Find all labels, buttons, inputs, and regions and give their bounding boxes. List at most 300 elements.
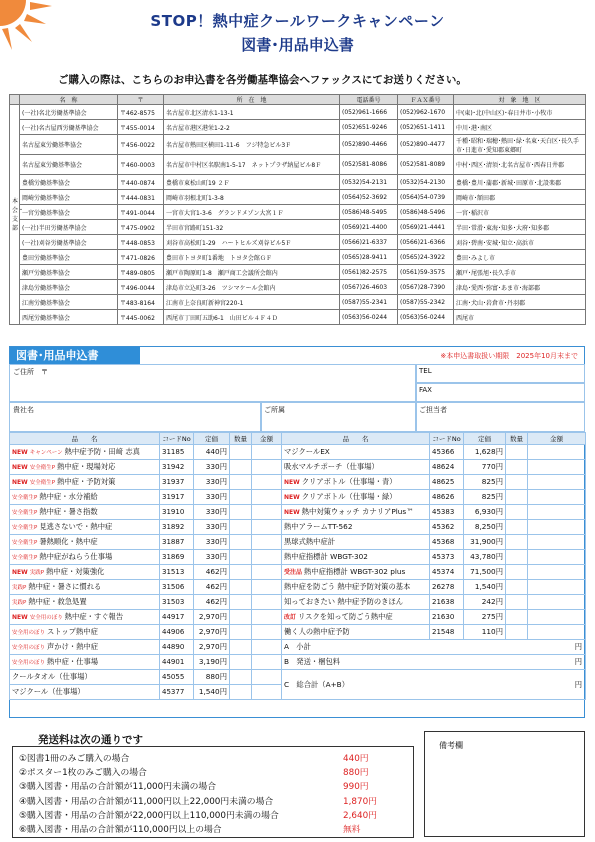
quantity-field[interactable] [230,595,252,610]
assoc-tel: (0586)48-5495 [340,205,398,220]
quantity-field[interactable] [506,610,528,625]
amount-field[interactable] [252,625,282,640]
assoc-address: 刈谷市高松町1-29 ハートヒルズ刈谷ビル5Ｆ [164,235,340,250]
shipping-fee: 1,870円 [343,796,377,807]
category-tag: 安全衛生P [29,465,56,471]
amount-field[interactable] [252,445,282,460]
association-row [10,205,586,220]
item-code: 31869 [160,550,194,565]
tel-field[interactable] [416,364,585,383]
assoc-fax: (052)651-1411 [398,120,454,135]
item-name [282,595,430,610]
col-code-left: コードNo [160,433,194,445]
item-name [282,535,430,550]
amount-field[interactable] [528,475,586,490]
quantity-field[interactable] [230,460,252,475]
amount-field[interactable] [252,520,282,535]
item-price: 2,970円 [194,625,230,640]
assoc-name: 西尾労働基準協会 [20,310,118,325]
amount-field[interactable] [252,505,282,520]
shipping-fee: 440円 [343,754,369,764]
item-row [10,580,586,595]
item-name [10,490,160,505]
quantity-field[interactable] [230,610,252,625]
assoc-tel: (0587)55-2341 [340,295,398,310]
item-code: 48626 [430,490,464,505]
category-tag: 実践P [29,570,45,576]
assoc-tel: (0565)28-9411 [340,250,398,265]
quantity-field[interactable] [230,535,252,550]
assoc-zip: 〒444-0831 [118,190,164,205]
quantity-field[interactable] [230,505,252,520]
amount-field[interactable] [252,565,282,580]
item-name-text: 声かけ・熱中症 [47,642,99,651]
shipping-fee: 880円 [343,768,369,779]
summary-unit: 円 [574,642,582,651]
assoc-address: 名古屋市港区港栄1-2-2 [164,120,340,135]
quantity-field[interactable] [230,640,252,655]
assoc-fax: (0532)54-2130 [398,175,454,190]
department-label: ご所属 [264,406,285,414]
item-row [10,565,586,580]
col-code-right: コードNo [430,433,464,445]
campaign-title: STOP！熱中症クールワークキャンペーン [150,12,445,30]
quantity-field[interactable] [506,580,528,595]
assoc-zip: 〒475-0902 [118,220,164,235]
item-name [282,550,430,565]
col-qty-right: 数量 [506,433,528,445]
item-name-text: 熱中症・対策強化 [46,567,105,576]
header-address: 所 在 地 [164,95,340,105]
assoc-area: 瀬戸･尾張旭･長久手市 [454,265,586,280]
item-name-text: ストップ熱中症 [47,627,98,636]
quantity-field[interactable] [506,445,528,460]
assoc-area: 豊田･みよし市 [454,250,586,265]
item-price: 330円 [194,475,230,490]
assoc-address: 名古屋市中村区名駅南1-5-17 ネットプラザ納屋ビル8Ｆ [164,155,340,175]
assoc-name: (一社)半田労働基準協会 [20,220,118,235]
summary-label: C 総合計（A+B） [284,679,349,689]
amount-field[interactable] [528,625,586,640]
amount-field[interactable] [528,565,586,580]
company-field[interactable] [9,402,261,432]
col-amount-left: 金額 [252,433,282,445]
quantity-field[interactable] [506,535,528,550]
item-row [10,445,586,460]
amount-field[interactable] [528,505,586,520]
assoc-fax: (0563)56-0244 [398,310,454,325]
col-name-right: 品 名 [282,433,430,445]
item-price: 6,930円 [464,505,506,520]
item-code: 48624 [430,460,464,475]
quantity-field[interactable] [506,565,528,580]
association-row [10,265,586,280]
quantity-field[interactable] [230,475,252,490]
amount-field[interactable] [252,550,282,565]
amount-field[interactable] [528,535,586,550]
amount-field[interactable] [528,595,586,610]
item-code: 31887 [160,535,194,550]
band-header [10,95,20,105]
new-badge: NEW [12,464,28,471]
assoc-fax: (0569)21-4441 [398,220,454,235]
association-row [10,175,586,190]
item-row [10,625,586,640]
summary-row [282,670,586,700]
assoc-zip: 〒448-0853 [118,235,164,250]
item-name [10,535,160,550]
new-badge: NEW [284,509,300,516]
item-code: 45373 [430,550,464,565]
item-row [10,655,586,670]
assoc-fax: (052)962-1670 [398,105,454,120]
item-price: 110円 [464,625,506,640]
item-code: 44901 [160,655,194,670]
association-row [10,120,586,135]
item-code: 31503 [160,595,194,610]
col-qty-left: 数量 [230,433,252,445]
assoc-fax: (0586)48-5496 [398,205,454,220]
assoc-zip: 〒456-0022 [118,135,164,155]
quantity-field[interactable] [506,520,528,535]
assoc-fax: (052)581-8089 [398,155,454,175]
association-row [10,135,586,155]
assoc-name: 一宮労働基準協会 [20,205,118,220]
shipping-title: 発送料は次の通りです [38,734,143,746]
item-name-text: 熱中症・救急処置 [28,597,87,606]
item-name [10,520,160,535]
assoc-fax: (0566)21-6366 [398,235,454,250]
item-code: 31910 [160,505,194,520]
item-code: 21548 [430,625,464,640]
assoc-area: 千種･昭和･瑞穂･熱田･緑･名東･天白区･長久手市･日進市･愛知郡東郷町 [454,135,586,155]
assoc-address: 江南市上奈良町新神宮220-1 [164,295,340,310]
amount-field[interactable] [252,640,282,655]
item-code: 44906 [160,625,194,640]
item-name [10,505,160,520]
item-name-text: 見逃さないで・熱中症 [39,522,113,531]
summary-row [282,655,586,670]
assoc-address: 豊田市トヨタ町1番地 トヨタ会館ＧＦ [164,250,340,265]
assoc-area: 一宮･稲沢市 [454,205,586,220]
summary-unit: 円 [574,679,582,689]
item-name-text: 吸水マルチポーチ（仕事場） [284,462,379,471]
item-code: 21638 [430,595,464,610]
item-code: 31185 [160,445,194,460]
assoc-name: 瀬戸労働基準協会 [20,265,118,280]
item-price: 1,540円 [194,685,230,700]
item-name [10,610,160,625]
item-row [10,490,586,505]
item-name [10,655,160,670]
amount-field[interactable] [528,550,586,565]
category-tag: 安全衛生P [12,555,38,561]
item-code: 31937 [160,475,194,490]
fax-field[interactable] [416,383,585,402]
assoc-address: 岡崎市羽根北町1-3-8 [164,190,340,205]
assoc-tel: (0566)21-6337 [340,235,398,250]
quantity-field[interactable] [506,490,528,505]
amount-field[interactable] [252,490,282,505]
item-row [10,475,586,490]
assoc-address: 瀬戸市陶原町1-8 瀬戸商工会議所会館内 [164,265,340,280]
quantity-field[interactable] [230,445,252,460]
amount-field[interactable] [252,610,282,625]
category-tag: 安全衛生P [12,510,38,516]
new-badge: 改訂 [284,614,297,621]
form-title: 図書･用品申込書 [241,36,354,54]
quantity-field[interactable] [506,505,528,520]
quantity-field[interactable] [506,595,528,610]
assoc-zip: 〒460-0003 [118,155,164,175]
assoc-name: 岡崎労働基準協会 [20,190,118,205]
new-badge: 受注品 [284,569,303,576]
association-row [10,190,586,205]
association-row [10,220,586,235]
item-name [282,520,430,535]
amount-field[interactable] [528,520,586,535]
person-label: ご担当者 [419,406,447,414]
item-price: 275円 [464,610,506,625]
assoc-name: 名古屋東労働基準協会 [20,155,118,175]
assoc-name: (一社)名古屋西労働基準協会 [20,120,118,135]
new-badge: NEW [284,479,300,486]
header-fax: ＦＡＸ番号 [398,95,454,105]
quantity-field[interactable] [506,460,528,475]
shipping-rule: ⑥購入図書・用品の合計額が110,000円以上の場合 [19,825,222,835]
amount-field[interactable] [252,535,282,550]
assoc-tel: (0567)26-4603 [340,280,398,295]
quantity-field[interactable] [506,625,528,640]
item-price: 1,540円 [464,580,506,595]
item-name-text: クールタオル（仕事場） [12,672,92,681]
item-name [282,445,430,460]
item-name-text: 熱中症指標計 WBGT-302 [284,552,368,561]
item-price: 2,970円 [194,610,230,625]
item-price: 3,190円 [194,655,230,670]
address-field[interactable] [9,364,416,402]
item-price: 8,250円 [464,520,506,535]
assoc-zip: 〒489-0805 [118,265,164,280]
item-code: 31892 [160,520,194,535]
association-row [10,105,586,120]
item-price: 330円 [194,520,230,535]
item-name [10,580,160,595]
summary-row [282,640,586,655]
shipping-box [12,746,414,838]
assoc-name: 名古屋東労働基準協会 [20,135,118,155]
assoc-name: 豊橋労働基準協会 [20,175,118,190]
item-name-text: 熱中症がねらう仕事場 [39,552,113,561]
fax-notice: ご購入の際は、こちらのお申込書を各労働基準協会へファックスにてお送りください。 [58,74,467,86]
assoc-name: 津島労働基準協会 [20,280,118,295]
item-price: 31,900円 [464,535,506,550]
summary-label: B 発送・梱包料 [284,657,341,666]
item-name [282,580,430,595]
assoc-tel: (0532)54-2131 [340,175,398,190]
category-tag: 実践P [12,585,27,591]
item-name-text: 熱中症指標計 WBGT-302 plus [304,567,406,576]
item-name-text: マジクールEX [284,447,330,456]
assoc-tel: (052)581-8086 [340,155,398,175]
amount-field[interactable] [252,475,282,490]
amount-field[interactable] [252,460,282,475]
assoc-area: 中(東)･北(中山区)･春日井市･小牧市 [454,105,586,120]
item-name-text: 熱中症・現場対応 [57,462,116,471]
new-badge: NEW [12,614,28,621]
item-name-text: リスクを知って防ごう熱中症 [298,612,393,621]
item-name-text: 熱中症・暑さ指数 [39,507,98,516]
amount-field[interactable] [528,445,586,460]
assoc-fax: (0561)59-3575 [398,265,454,280]
item-code: 45383 [430,505,464,520]
assoc-area: 中村･西区･清須･北名古屋市･西春日井郡 [454,155,586,175]
items-header-row [10,433,586,445]
association-row [10,310,586,325]
quantity-field[interactable] [230,580,252,595]
category-tag: 安全用のぼり [29,615,63,621]
amount-field[interactable] [252,580,282,595]
col-amount-right: 金額 [528,433,586,445]
assoc-address: 津島市立込町3-26 ツシマケール会館内 [164,280,340,295]
item-name [282,610,430,625]
assoc-name: 豊田労働基準協会 [20,250,118,265]
item-name [282,475,430,490]
item-code: 45377 [160,685,194,700]
item-code: 31917 [160,490,194,505]
assoc-tel: (0564)52-3692 [340,190,398,205]
assoc-area: 中川･港･南区 [454,120,586,135]
category-tag: 安全衛生P [29,480,56,486]
quantity-field[interactable] [230,550,252,565]
shipping-rule: ⑤購入図書・用品の合計額が22,000円以上110,000円未満の場合 [19,810,279,821]
amount-field[interactable] [252,685,282,700]
item-name [282,505,430,520]
item-price: 71,500円 [464,565,506,580]
category-tag: 安全用のぼり [12,645,46,651]
item-code: 45368 [430,535,464,550]
quantity-field[interactable] [506,550,528,565]
item-name [282,625,430,640]
assoc-zip: 〒491-0044 [118,205,164,220]
items-table [9,432,586,700]
item-name [10,550,160,565]
shipping-rule: ④購入図書・用品の合計額が11,000円以上22,000円未満の場合 [19,796,274,807]
item-price: 330円 [194,550,230,565]
association-row [10,295,586,310]
item-price: 462円 [194,580,230,595]
header-zip: 〒 [118,95,164,105]
item-name-text: クリアボトル（仕事場・緑） [301,492,397,501]
item-code: 31506 [160,580,194,595]
item-name [10,670,160,685]
item-name [10,445,160,460]
item-price: 440円 [194,445,230,460]
association-row [10,250,586,265]
quantity-field[interactable] [230,625,252,640]
assoc-zip: 〒483-8164 [118,295,164,310]
assoc-address: 豊橋市東松山町19 ２Ｆ [164,175,340,190]
new-badge: NEW [284,494,300,501]
assoc-area: 半田･常滑･東海･知多･大府･知多郡 [454,220,586,235]
assoc-zip: 〒440-0874 [118,175,164,190]
category-tag: 安全衛生P [12,495,38,501]
order-form-tag: 図書･用品申込書 [10,347,140,365]
quantity-field[interactable] [230,520,252,535]
item-code: 45362 [430,520,464,535]
amount-field[interactable] [528,490,586,505]
category-tag: キャンペーン [29,450,63,456]
quantity-field[interactable] [230,655,252,670]
quantity-field[interactable] [230,670,252,685]
item-name [282,490,430,505]
amount-field[interactable] [252,655,282,670]
col-name-left: 品 名 [10,433,160,445]
item-name-text: 熱中症予防・田﨑 志真 [64,447,140,456]
item-row [10,670,586,685]
association-row [10,280,586,295]
quantity-field[interactable] [506,475,528,490]
tel-label: TEL [419,367,432,375]
fax-label: FAX [419,386,432,394]
item-row [10,535,586,550]
category-tag: 実践P [12,600,27,606]
amount-field[interactable] [528,580,586,595]
quantity-field[interactable] [230,565,252,580]
quantity-field[interactable] [230,490,252,505]
item-row [10,550,586,565]
item-code: 21630 [430,610,464,625]
address-label: ご住所 〒 [13,368,48,376]
assoc-name: (一社)刈谷労働基準協会 [20,235,118,250]
shipping-fee: 990円 [343,782,369,793]
item-price: 462円 [194,565,230,580]
item-name-text: クリアボトル（仕事場・青） [301,477,397,486]
assoc-fax: (052)890-4477 [398,135,454,155]
assoc-zip: 〒496-0044 [118,280,164,295]
item-row [10,640,586,655]
item-price: 1,628円 [464,445,506,460]
association-row [10,235,586,250]
item-price: 880円 [194,670,230,685]
remarks-box[interactable] [424,731,585,837]
quantity-field[interactable] [230,685,252,700]
association-table [9,94,586,325]
amount-field[interactable] [528,460,586,475]
item-row [10,520,586,535]
category-tag: 安全衛生P [12,540,38,546]
assoc-fax: (0587)55-2342 [398,295,454,310]
amount-field[interactable] [528,610,586,625]
assoc-zip: 〒471-0826 [118,250,164,265]
shipping-rule: ①図書1冊のみご購入の場合 [19,754,130,764]
new-badge: NEW [12,479,28,486]
item-name-text: 熱中対策ウォッチ カナリアPlus™ [301,507,414,516]
amount-field[interactable] [252,595,282,610]
item-row [10,610,586,625]
shipping-rule: ②ポスター1枚のみご購入の場合 [19,768,147,779]
assoc-name: 江南労働基準協会 [20,295,118,310]
item-name-text: 熱中症・暑さに慣れる [28,582,102,591]
item-price: 43,780円 [464,550,506,565]
item-row [10,505,586,520]
amount-field[interactable] [252,670,282,685]
item-name [282,565,430,580]
item-code: 44890 [160,640,194,655]
item-row [10,595,586,610]
item-name [10,640,160,655]
band-label: 本会・支部 [10,105,20,325]
